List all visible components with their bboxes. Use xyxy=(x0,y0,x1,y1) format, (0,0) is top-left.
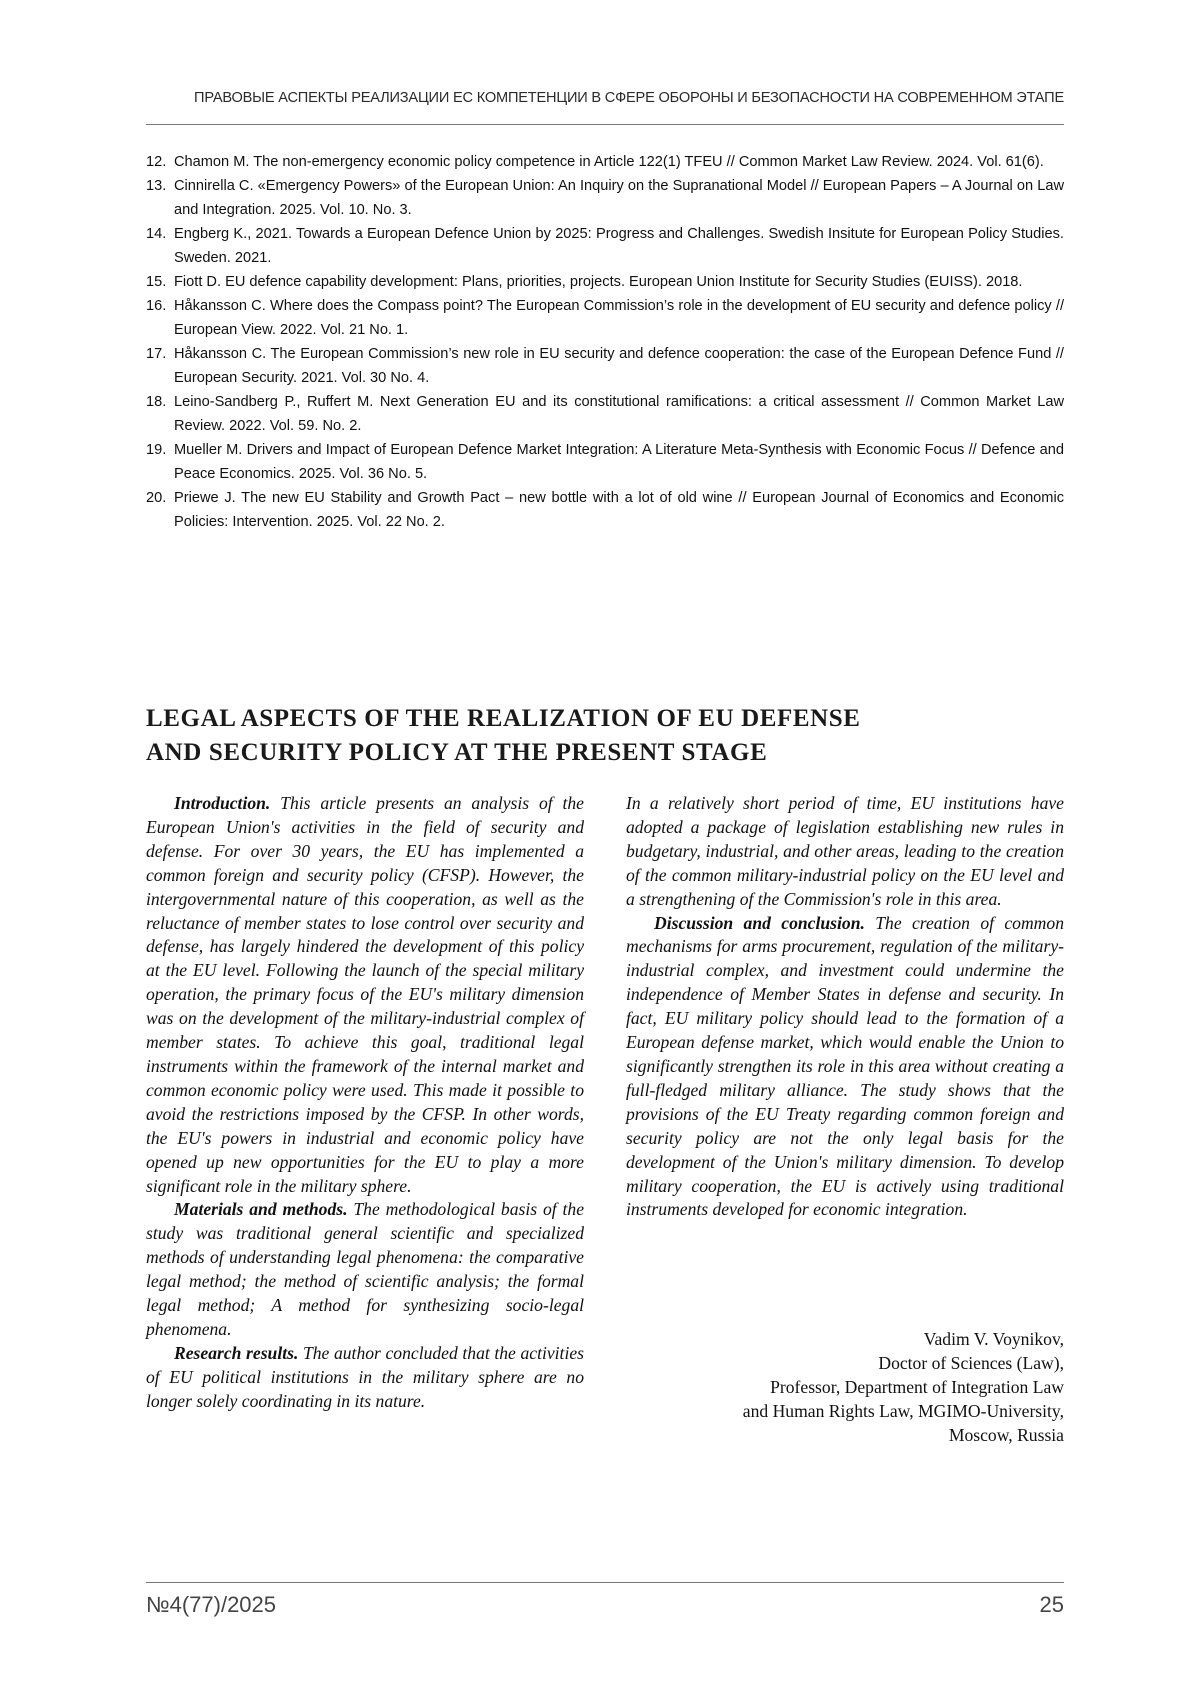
reference-text: Mueller M. Drivers and Impact of European Defence Market Integration: A Literature Meta-Synthesis with Economic Focus // Defence and Peace Economics. 2025. Vol. 36 No. 5. xyxy=(174,442,1064,482)
reference-text: Priewe J. The new EU Stability and Growth Pact – new bottle with a lot of old wine // European Journal of Economics and Economic Policies: Intervention. 2025. Vol. 22 No. 2. xyxy=(174,490,1064,530)
reference-text: Leino-Sandberg P., Ruffert M. Next Generation EU and its constitutional ramifications: a critical assessment // Common Market Law Review. 2022. Vol. 59. No. 2. xyxy=(174,394,1064,434)
abstract-right-column xyxy=(626,792,1064,1222)
running-header: ПРАВОВЫЕ АСПЕКТЫ РЕАЛИЗАЦИИ ЕС КОМПЕТЕНЦИИ В СФЕРЕ ОБОРОНЫ И БЕЗОПАСНОСТИ НА СОВРЕМЕННОМ ЭТАПЕ xyxy=(194,90,1064,106)
author-degree: Doctor of Sciences (Law), xyxy=(878,1353,1064,1373)
abstract-left-column xyxy=(146,792,584,1414)
reference-number: 12. xyxy=(146,154,167,170)
author-affiliation: and Human Rights Law, MGIMO-University, xyxy=(742,1401,1064,1421)
author-city: Moscow, Russia xyxy=(948,1425,1064,1445)
reference-item xyxy=(146,270,1064,294)
methods-paragraph xyxy=(146,1198,584,1341)
footer-divider xyxy=(146,1582,1064,1583)
reference-item xyxy=(146,222,1064,270)
issue-number: №4(77)/2025 xyxy=(146,1592,277,1617)
article-title-line: AND SECURITY POLICY AT THE PRESENT STAGE xyxy=(146,739,768,766)
reference-number: 13. xyxy=(146,178,167,194)
reference-item xyxy=(146,438,1064,486)
reference-item xyxy=(146,486,1064,534)
reference-number: 14. xyxy=(146,226,167,242)
results-paragraph xyxy=(146,1342,584,1414)
reference-item xyxy=(146,150,1064,174)
author-position: Professor, Department of Integration Law xyxy=(770,1377,1064,1397)
introduction-label: Introduction. xyxy=(174,793,271,813)
reference-text: Håkansson C. Where does the Compass point? The European Commission’s role in the development of EU security and defence policy // European View. 2022. Vol. 21 No. 1. xyxy=(174,298,1064,338)
results-text: The author concluded that the activities of EU political institutions in the military sphere are no longer solely coordinating in its nature. xyxy=(146,1342,584,1411)
reference-text: Engberg K., 2021. Towards a European Defence Union by 2025: Progress and Challenges. Swedish Insitute for European Policy Studies. Sweden. 2021. xyxy=(174,226,1064,266)
discussion-text: The creation of common mechanisms for arms procurement, regulation of the military-industrial complex, and investment could undermine the independence of Member States in defense and security. In fact, EU military policy should lead to the formation of a European defense market, which would enable the Union to significantly strengthen its role in this area without creating a full-fledged military alliance. The study shows that the provisions of the EU Treaty regarding common foreign and security policy are not the only legal basis for the development of the Union's military dimension. To develop military cooperation, the EU is actively using traditional instruments developed for economic integration. xyxy=(626,912,1064,1220)
header-divider xyxy=(146,124,1064,125)
introduction-text: This article presents an analysis of the European Union's activities in the field of security and defense. For over 30 years, the EU has implemented a common foreign and security policy (CFSP). However, the intergovernmental nature of this cooperation, as well as the reluctance of member states to lose control over security and defense, has largely hindered the development of this policy at the EU level. Following the launch of the special military operation, the primary focus of the EU's military dimension was on the development of the military-industrial complex of member states. To achieve this goal, traditional legal instruments within the framework of the internal market and common economic policy were used. This made it possible to avoid the restrictions imposed by the CFSP. In other words, the EU's powers in industrial and economic policy have opened up new opportunities for the EU to play a more significant role in the military sphere. xyxy=(146,793,584,1196)
reference-text: Cinnirella C. «Emergency Powers» of the European Union: An Inquiry on the Supranational Model // European Papers – A Journal on Law and Integration. 2025. Vol. 10. No. 3. xyxy=(174,178,1064,218)
reference-number: 18. xyxy=(146,394,167,410)
article-title-line: LEGAL ASPECTS OF THE REALIZATION OF EU DEFENSE xyxy=(146,705,861,732)
reference-item xyxy=(146,174,1064,222)
article-title xyxy=(146,702,1064,770)
methods-label: Materials and methods. xyxy=(174,1199,348,1220)
reference-item xyxy=(146,390,1064,438)
author-block xyxy=(626,1327,1064,1447)
page-number: 25 xyxy=(1039,1592,1064,1617)
discussion-paragraph xyxy=(626,912,1064,1223)
reference-list xyxy=(146,150,1064,534)
methods-text: The methodological basis of the study was traditional general scientific and specialized methods of understanding legal phenomena: the comparative legal method; the method of scientific analysis; the formal legal method; A method for synthesizing socio-legal phenomena. xyxy=(146,1199,584,1339)
results-label: Research results. xyxy=(174,1342,299,1363)
reference-number: 16. xyxy=(146,298,167,314)
reference-text: Håkansson C. The European Commission’s new role in EU security and defence cooperation: the case of the European Defence Fund // European Security. 2021. Vol. 30 No. 4. xyxy=(174,346,1064,386)
introduction-paragraph xyxy=(146,792,584,1198)
reference-item xyxy=(146,294,1064,342)
reference-number: 15. xyxy=(146,274,167,290)
author-name: Vadim V. Voynikov, xyxy=(923,1329,1064,1349)
reference-item xyxy=(146,342,1064,390)
reference-text: Fiott D. EU defence capability development: Plans, priorities, projects. European Union Institute for Security Studies (EUISS). 2018. xyxy=(174,274,1023,290)
discussion-label: Discussion and conclusion. xyxy=(654,912,865,933)
reference-text: Chamon M. The non-emergency economic policy competence in Article 122(1) TFEU // Common Market Law Review. 2024. Vol. 61(6). xyxy=(174,154,1044,170)
reference-number: 19. xyxy=(146,442,167,458)
results-continuation: In a relatively short period of time, EU institutions have adopted a package of legislation establishing new rules in budgetary, industrial, and other areas, leading to the creation of the common military-industrial policy on the EU level and a strengthening of the Commission's role in this area. xyxy=(626,793,1064,909)
reference-number: 17. xyxy=(146,346,167,362)
reference-number: 20. xyxy=(146,490,167,506)
